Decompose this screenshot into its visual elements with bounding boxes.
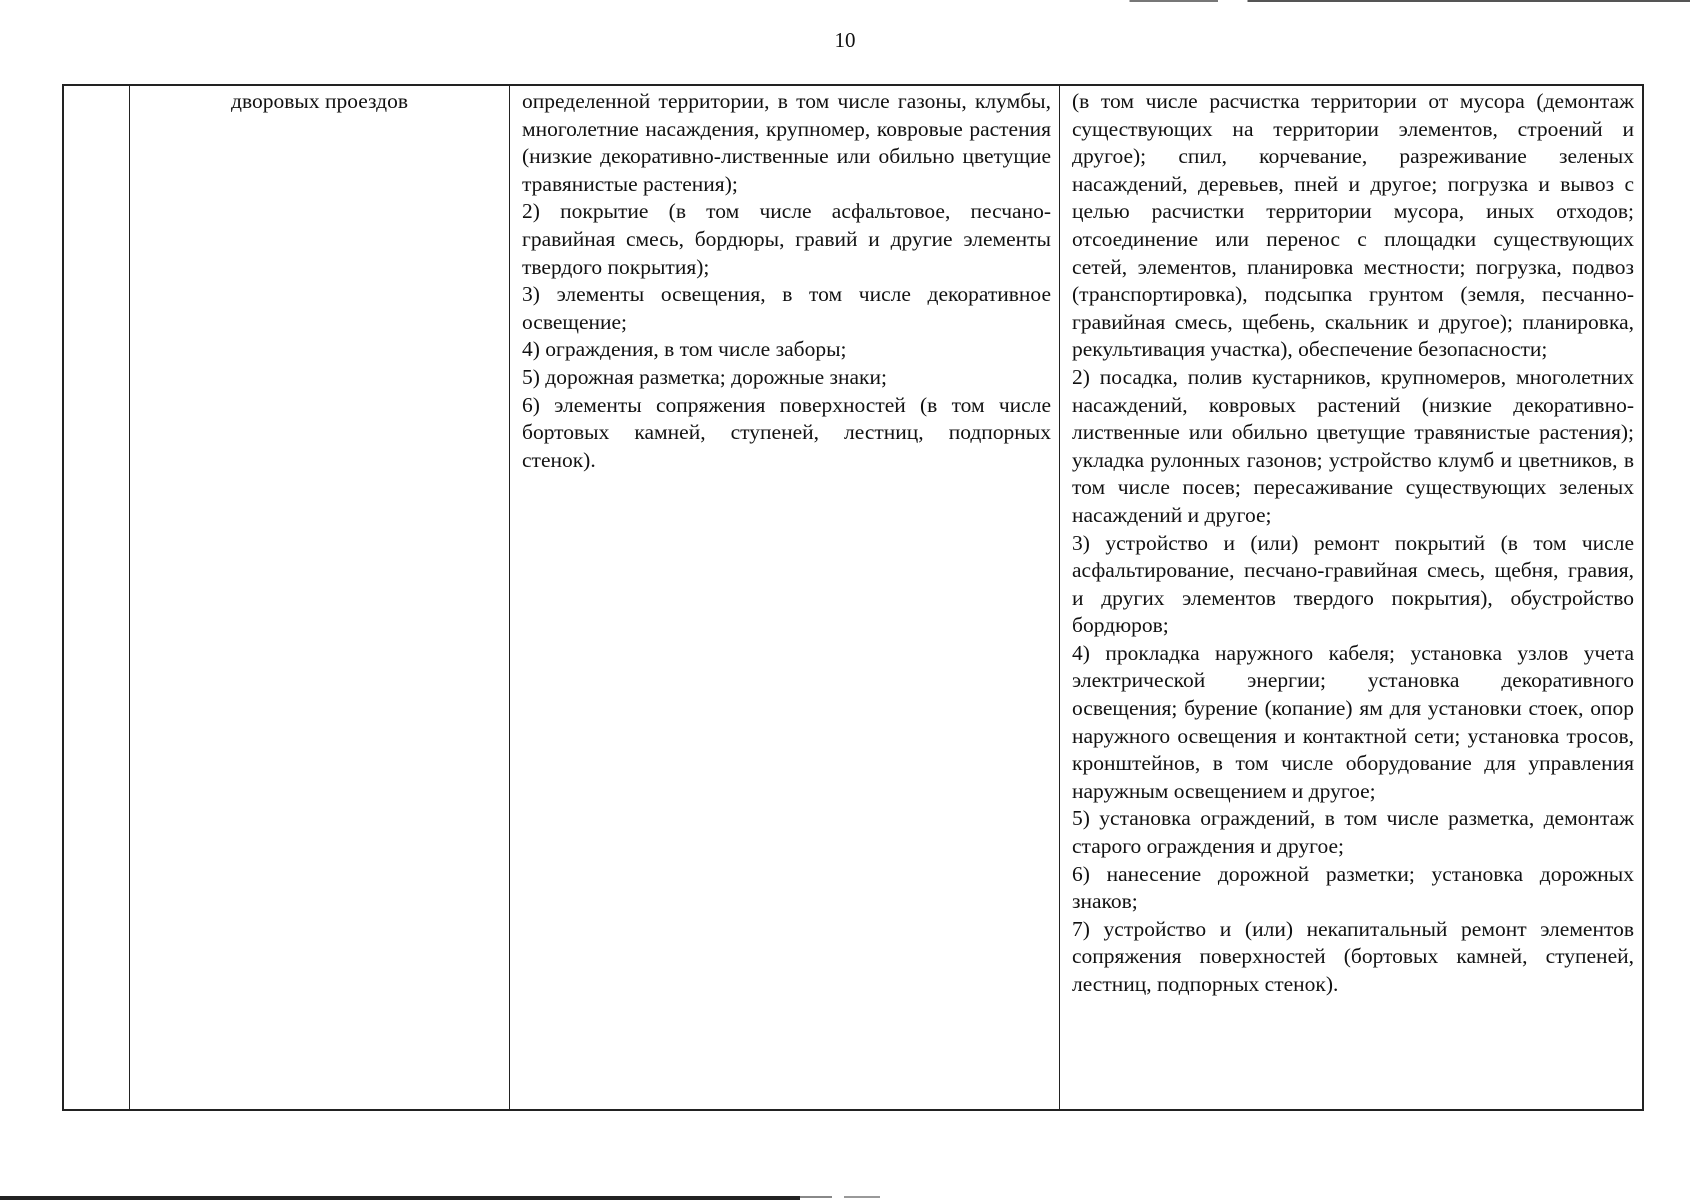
elements-item: определенной территории, в том числе газоны, клумбы, многолетние насаждения, крупномер, ковровые растения (низкие декоративно-лиственные или обильно цветущие травянистые растения);: [522, 89, 1051, 196]
document-table: [62, 84, 1644, 1111]
works-item: 4) прокладка наружного кабеля; установка узлов учета электрической энергии; установка декоративного освещения; бурение (копание) ям для установки стоек, опор наружного освещения и контактной сети; установка тросов, кронштейнов, в том числе оборудование для управления наружным освещением и другое;: [1072, 640, 1634, 803]
elements-item: 5) дорожная разметка; дорожные знаки;: [522, 364, 887, 389]
table-cell-works: [1060, 86, 1642, 1109]
elements-item: 2) покрытие (в том числе асфальтовое, песчано-гравийная смесь, бордюры, гравий и другие элементы твердого покрытия);: [522, 199, 1051, 279]
works-item: 5) установка ограждений, в том числе разметка, демонтаж старого ограждения и другое;: [1072, 806, 1634, 859]
elements-item: 4) ограждения, в том числе заборы;: [522, 337, 847, 362]
elements-item: 3) элементы освещения, в том числе декоративное освещение;: [522, 282, 1051, 334]
elements-item: 6) элементы сопряжения поверхностей (в том числе бортовых камней, ступеней, лестниц, подпорных стенок).: [522, 392, 1051, 472]
works-item: (в том числе расчистка территории от мусора (демонтаж существующих на территории элементов, строений и другое); спил, корчевание, разреживание зеленых насаждений, деревьев, пней и другое; погрузка и вывоз с целью расчистки территории мусора, иных отходов; отсоединение или перенос с площадки существующих сетей, элементов, планировка местности; погрузка, подвоз (транспортировка), подсыпка грунтом (земля, песчанно-гравийная смесь, щебень, скальник и другое); планировка, рекультивация участка), обеспечение безопасности;: [1072, 89, 1634, 362]
works-item: 3) устройство и (или) ремонт покрытий (в том числе асфальтирование, песчано-гравийная смесь, щебня, гравия, и других элементов твердого покрытия), обустройство бордюров;: [1072, 530, 1634, 638]
table-cell-index: [64, 86, 130, 1109]
scan-artifact-top: [1100, 0, 1690, 2]
works-item: 2) посадка, полив кустарников, крупномеров, многолетних насаждений, ковровых растений (низкие декоративно-лиственные или обильно цветущие травянистые растения); укладка рулонных газонов; устройство клумб и цветников, в том числе посев; пересаживание существующих зеленых насаждений и другое;: [1072, 364, 1634, 527]
works-item: 6) нанесение дорожной разметки; установка дорожных знаков;: [1072, 861, 1634, 914]
page-number: 10: [834, 28, 856, 52]
works-item: 7) устройство и (или) некапитальный ремонт элементов сопряжения поверхностей (бортовых камней, ступеней, лестниц, подпорных стенок).: [1072, 916, 1634, 996]
scan-artifact-bottom: [0, 1196, 800, 1200]
scan-artifact-bottom-tail: [800, 1196, 880, 1198]
table-cell-elements: [510, 86, 1060, 1109]
table-cell-object-name: дворовых проездов: [130, 86, 510, 1109]
